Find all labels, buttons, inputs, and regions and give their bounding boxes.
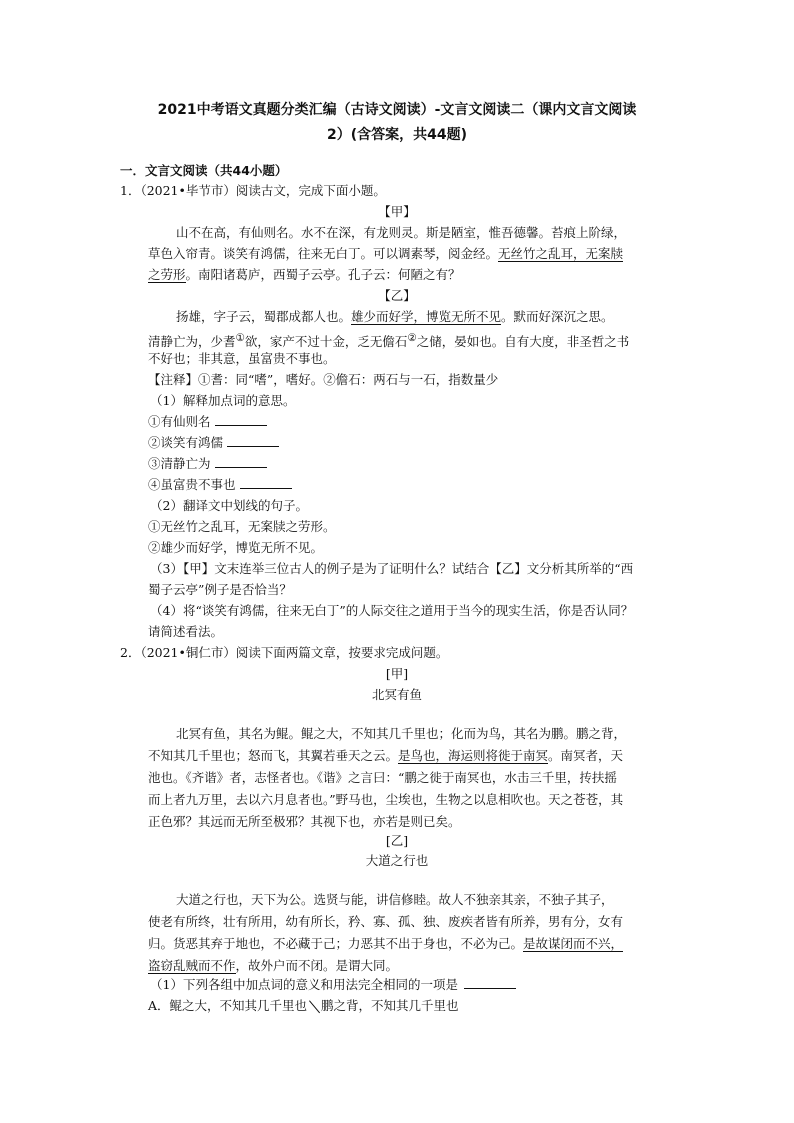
answer-blank[interactable] — [464, 976, 516, 989]
q1-jia-line-3: 之劳形。南阳诸葛庐，西蜀子云亭。孔子云：何陋之有？ — [148, 267, 461, 282]
q2-jia-line-1: 北冥有鱼，其名为鲲。鲲之大，不知其几千里也；化而为鸟，其名为鹏。鹏之背， — [176, 726, 627, 741]
slash-separator-icon — [307, 1001, 321, 1013]
q1-yi-line-2: 清静亡为，少耆①欲，家产不过十金，乏无儋石②之储，晏如也。自有大度，非圣哲之书 — [148, 332, 630, 350]
q1-jia-line-1: 山不在高，有仙则名。水不在深，有龙则灵。斯是陋室，惟吾德馨。苔痕上阶绿， — [176, 225, 627, 240]
q1-sub-3-line-2: 蜀子云亭”例子是否恰当？ — [148, 582, 292, 597]
q2-sub-1: （1）下列各组中加点词的意义和用法完全相同的一项是 — [150, 976, 516, 994]
q1-heading: 1．（2021•毕节市）阅读古文，完成下面小题。 — [120, 183, 386, 198]
q1-sub-1: （1）解释加点词的意思。 — [150, 393, 296, 408]
q1-sub-1a: ①有仙则名 — [148, 413, 267, 431]
title-line-2: 2）(含答案，共44题) — [326, 127, 468, 143]
q1-sub-2b: ②雄少而好学，博览无所不见。 — [148, 540, 324, 555]
answer-blank[interactable] — [227, 434, 279, 447]
q2-jia-title: 北冥有鱼 — [371, 687, 422, 702]
q2-yi-title: 大道之行也 — [365, 853, 429, 868]
q1-yi-line-1: 扬雄，字子云，蜀郡成都人也。雄少而好学，博览无所不见。默而好深沉之思。 — [176, 309, 614, 324]
q1-sub-2: （2）翻译文中划线的句子。 — [150, 498, 308, 513]
q1-sub-1b: ②谈笑有鸿儒 — [148, 434, 279, 452]
q2-yi-label: [乙] — [385, 833, 409, 848]
q1-sub-3-line-1: （3）【甲】文末连举三位古人的例子是为了证明什么？试结合【乙】文分析其所举的“西 — [150, 561, 634, 576]
q2-heading: 2．（2021•铜仁市）阅读下面两篇文章，按要求完成问题。 — [120, 645, 449, 660]
page-title — [108, 98, 686, 148]
q2-jia-label: [甲] — [385, 666, 409, 681]
section-heading: 一．文言文阅读（共44小题） — [120, 163, 288, 178]
q2-jia-line-3: 池也。《齐谐》者，志怪者也。《谐》之言曰：“鹏之徙于南冥也，水击三千里，抟扶摇 — [148, 770, 617, 785]
q1-sub-2a: ①无丝竹之乱耳，无案牍之劳形。 — [148, 519, 336, 534]
q2-jia-line-4: 而上者九万里，去以六月息者也。”野马也，尘埃也，生物之以息相吹也。天之苍苍，其 — [148, 792, 624, 807]
title-line-1: 2021中考语文真题分类汇编（古诗文阅读）-文言文阅读二（课内文言文阅读 — [157, 102, 637, 118]
q1-jia-line-2: 草色入帘青。谈笑有鸿儒，往来无白丁。可以调素琴，阅金经。无丝竹之乱耳，无案牍 — [148, 246, 624, 261]
answer-blank[interactable] — [240, 476, 292, 489]
q1-jia-label: 【甲】 — [378, 204, 416, 219]
answer-blank[interactable] — [215, 455, 267, 468]
q2-yi-line-4: 盗窃乱贼而不作，故外户而不闭。是谓大同。 — [148, 958, 399, 973]
q1-sub-4-line-1: （4）将“谈笑有鸿儒，往来无白丁”的人际交往之道用于当今的现实生活，你是否认同？ — [150, 603, 634, 618]
q2-yi-line-2: 使老有所终，壮有所用，幼有所长，矜、寡、孤、独、废疾者皆有所养，男有分，女有 — [148, 914, 624, 929]
q2-jia-line-5: 正色邪？其远而无所至极邪？其视下也，亦若是则已矣。 — [148, 814, 461, 829]
q1-sub-1d: ④虽富贵不事也 — [148, 476, 292, 494]
q1-sub-4-line-2: 请简述看法。 — [148, 624, 224, 639]
q1-yi-label: 【乙】 — [378, 288, 416, 303]
q2-yi-line-1: 大道之行也，天下为公。选贤与能，讲信修睦。故人不独亲其亲，不独子其子， — [176, 892, 614, 907]
answer-blank[interactable] — [215, 413, 267, 426]
q2-option-a: A．鲲之大，不知其几千里也 鹏之背，不知其几千里也 — [148, 998, 459, 1013]
q1-yi-line-3: 不好也；非其意，虽富贵不事也。 — [148, 351, 336, 366]
q2-yi-line-3: 归。货恶其弃于地也，不必藏于己；力恶其不出于身也，不必为己。是故谋闭而不兴， — [148, 936, 624, 951]
q1-note: 【注释】①耆：同“嗜”，嗜好。②儋石：两石与一石，指数量少 — [148, 372, 499, 387]
q2-jia-line-2: 不知其几千里也；怒而飞，其翼若垂天之云。是鸟也，海运则将徙于南冥。南冥者，天 — [148, 748, 624, 763]
q1-sub-1c: ③清静亡为 — [148, 455, 267, 473]
